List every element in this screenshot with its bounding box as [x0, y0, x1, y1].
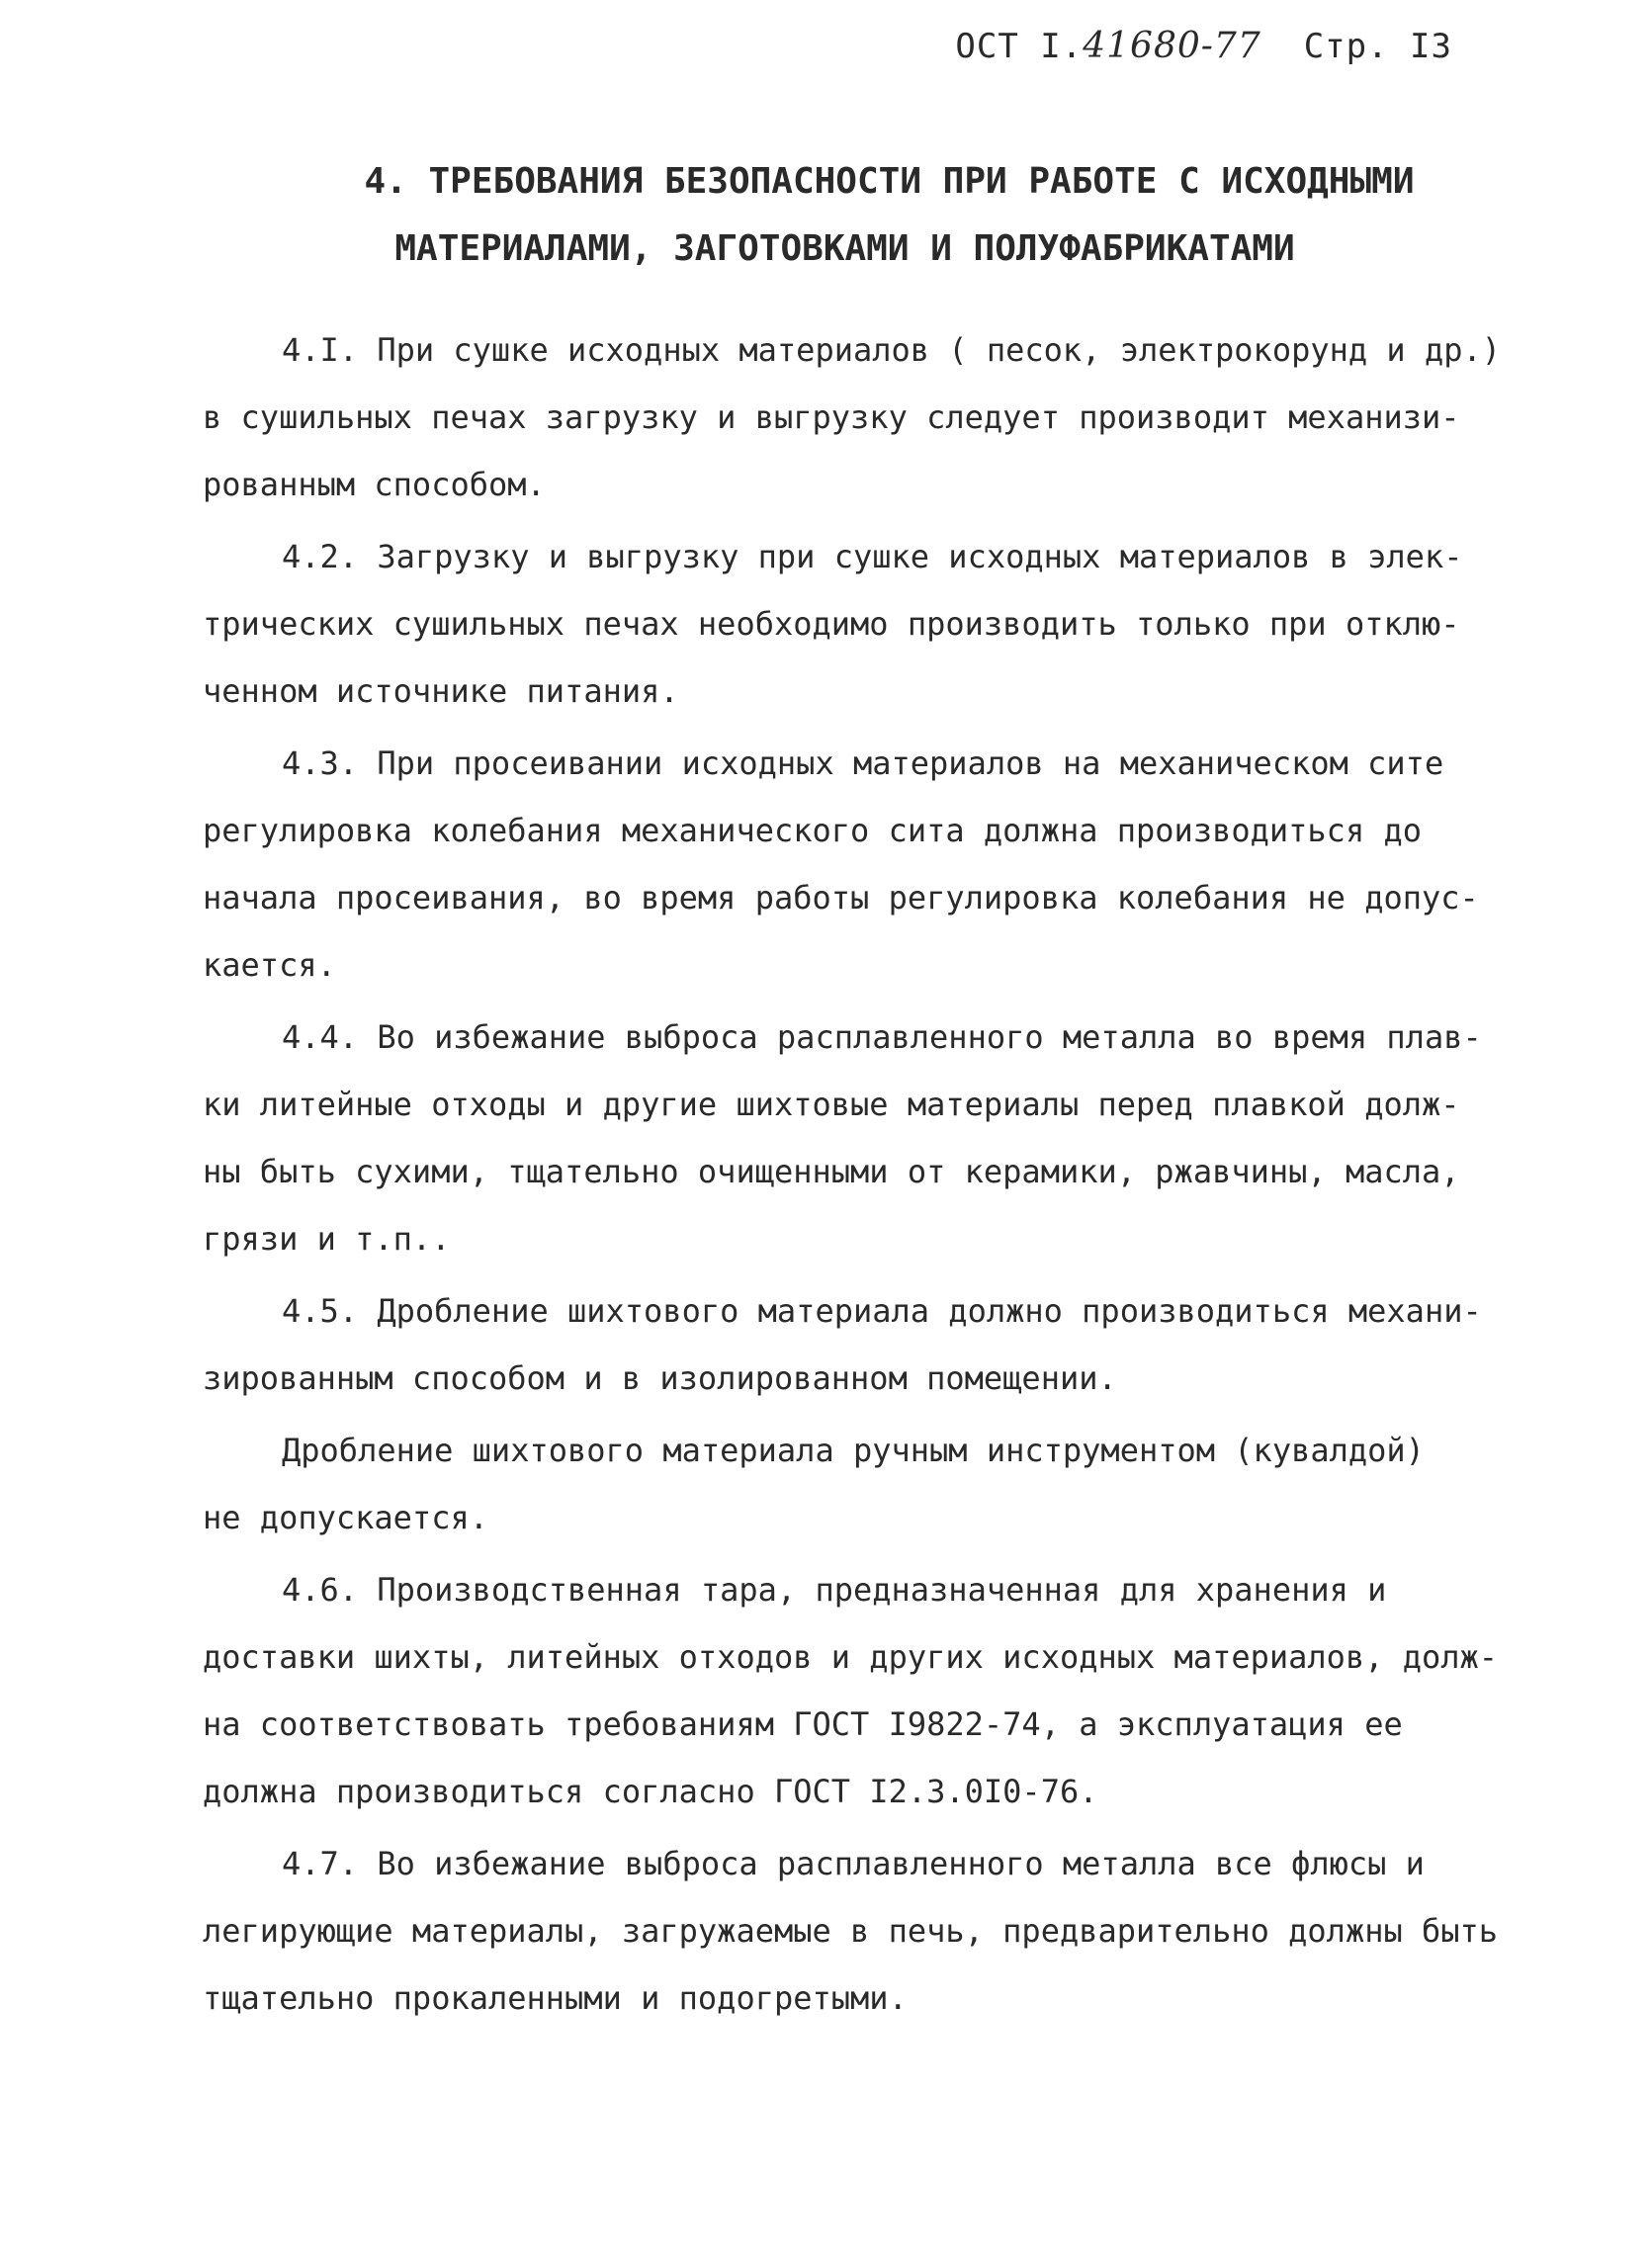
- doc-number-handwritten: 41680: [1083, 26, 1201, 66]
- doc-code: ОСТ I.: [955, 27, 1084, 66]
- text-line: грязи и т.п..: [203, 1220, 451, 1258]
- paragraph-4-2: [203, 523, 1557, 725]
- text-line: ки литейные отходы и другие шихтовые материалы перед плавкой долж-: [203, 1086, 1460, 1123]
- text-line: рованным способом.: [203, 466, 546, 503]
- text-line: 4.2. Загрузку и выгрузку при сушке исходных материалов в элек-: [282, 538, 1463, 575]
- text-line: регулировка колебания механического сита должна производиться до: [203, 812, 1422, 849]
- doc-year: -77: [1200, 26, 1261, 66]
- page-header: [955, 26, 1452, 66]
- text-line: 4.4. Во избежание выброса расплавленного металла во время плав-: [282, 1018, 1482, 1056]
- paragraph-4-1: [203, 316, 1557, 518]
- body-text: [203, 316, 1557, 2037]
- paragraph-4-5: [203, 1277, 1557, 1412]
- section-title: [0, 148, 1650, 283]
- paragraph-4-7: [203, 1830, 1557, 2032]
- text-line: тщательно прокаленными и подогретыми.: [203, 1979, 908, 2017]
- text-line: не допускается.: [203, 1499, 488, 1536]
- paragraph-4-6: [203, 1556, 1557, 1825]
- text-line: ченном источнике питания.: [203, 672, 679, 710]
- text-line: доставки шихты, литейных отходов и других исходных материалов, долж-: [203, 1638, 1499, 1676]
- text-line: в сушильных печах загрузку и выгрузку следует производит механизи-: [203, 398, 1460, 436]
- text-line: 4.6. Производственная тара, предназначенная для хранения и: [282, 1571, 1387, 1609]
- text-line: кается.: [203, 946, 336, 984]
- paragraph-4-5-note: [203, 1417, 1557, 1551]
- text-line: на соответствовать требованиям ГОСТ I9822-74, а эксплуатация ее: [203, 1705, 1403, 1743]
- text-line: должна производиться согласно ГОСТ I2.3.0I0-76.: [203, 1773, 1098, 1810]
- text-line: 4.I. При сушке исходных материалов ( песок, электрокорунд и др.): [282, 331, 1501, 369]
- paragraph-4-4: [203, 1003, 1557, 1272]
- text-line: ны быть сухими, тщательно очищенными от керамики, ржавчины, масла,: [203, 1153, 1460, 1190]
- text-line: 4.5. Дробление шихтового материала должно производиться механи-: [282, 1292, 1482, 1330]
- text-line: Дробление шихтового материала ручным инструментом (кувалдой): [282, 1432, 1425, 1469]
- section-title-line-2: МАТЕРИАЛАМИ, ЗАГОТОВКАМИ И ПОЛУФАБРИКАТАМИ: [394, 228, 1295, 269]
- text-line: начала просеивания, во время работы регулировка колебания не допус-: [203, 879, 1479, 916]
- paragraph-4-3: [203, 730, 1557, 999]
- text-line: легирующие материалы, загружаемые в печь, предварительно должны быть: [203, 1912, 1499, 1950]
- text-line: трических сушильных печах необходимо производить только при отклю-: [203, 605, 1460, 643]
- section-title-line-1: 4. ТРЕБОВАНИЯ БЕЗОПАСНОСТИ ПРИ РАБОТЕ С ИСХОДНЫМИ: [364, 161, 1415, 202]
- text-line: зированным способом и в изолированном помещении.: [203, 1359, 1117, 1397]
- text-line: 4.7. Во избежание выброса расплавленного металла все флюсы и: [282, 1845, 1425, 1882]
- text-line: 4.3. При просеивании исходных материалов на механическом сите: [282, 744, 1444, 782]
- page-number: Стр. I3: [1303, 27, 1452, 66]
